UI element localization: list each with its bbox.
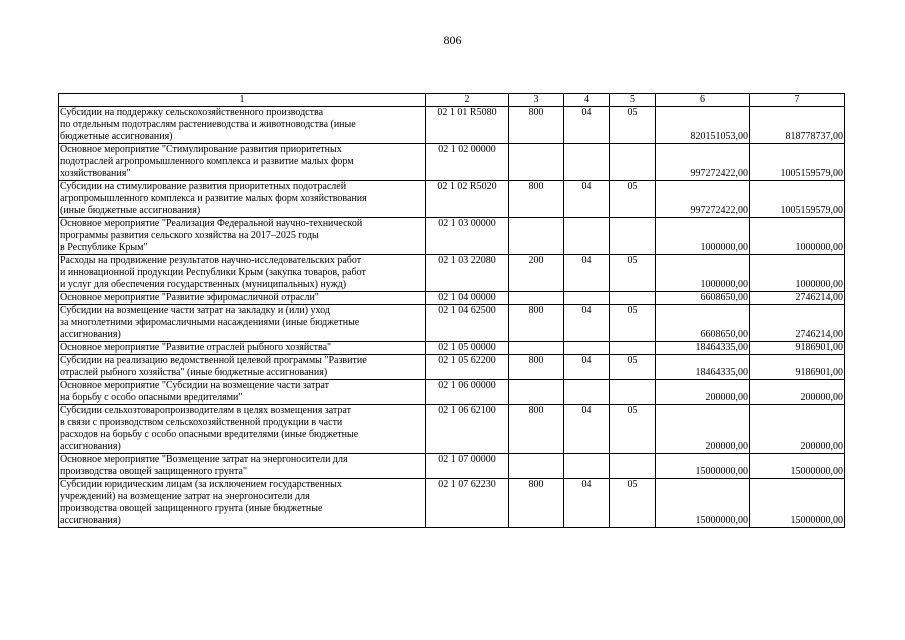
expense-name-cell: [59, 454, 426, 479]
amount-year1-cell: 6608650,00: [656, 305, 750, 342]
section-cell: 04: [564, 255, 610, 292]
subsection-cell: [610, 144, 656, 181]
expense-name-line: хозяйствования": [60, 168, 131, 179]
amount-year2-cell: 200000,00: [750, 380, 845, 405]
amount-year1-cell: 997272422,00: [656, 181, 750, 218]
amount-year2-cell: 1005159579,00: [750, 181, 845, 218]
expense-name-cell: [59, 218, 426, 255]
expense-type-cell: 200: [509, 255, 564, 292]
amount-year1-cell: 6608650,00: [656, 292, 750, 305]
expense-name-line: по отдельным подотраслям растениеводства и животноводства (иные: [60, 119, 356, 130]
table-row: [59, 255, 845, 292]
expense-name-cell: [59, 292, 426, 305]
amount-year2-cell: 9186901,00: [750, 342, 845, 355]
expense-name-line: отраслей рыбного хозяйства" (иные бюджетные ассигнования): [60, 367, 328, 378]
budget-code-cell: 02 1 04 00000: [426, 292, 509, 305]
expense-type-cell: [509, 454, 564, 479]
expense-name-line: и услуг для обеспечения государственных (муниципальных) нужд): [60, 279, 347, 290]
column-number: 7: [750, 94, 845, 107]
amount-year1-cell: 820151053,00: [656, 107, 750, 144]
expense-name-line: и инновационной продукции Республики Крым (закупка товаров, работ: [60, 267, 366, 278]
expense-type-cell: [509, 292, 564, 305]
amount-year1-cell: 200000,00: [656, 380, 750, 405]
expense-name-line: ассигнования): [60, 441, 121, 452]
subsection-cell: 05: [610, 479, 656, 528]
section-cell: 04: [564, 107, 610, 144]
expense-type-cell: [509, 342, 564, 355]
column-number: 1: [59, 94, 426, 107]
amount-year1-cell: 18464335,00: [656, 355, 750, 380]
amount-year1-cell: 15000000,00: [656, 479, 750, 528]
table-row: [59, 405, 845, 454]
amount-year2-cell: 2746214,00: [750, 305, 845, 342]
table-body: [59, 94, 845, 528]
section-cell: 04: [564, 405, 610, 454]
table-row: [59, 144, 845, 181]
expense-type-cell: [509, 144, 564, 181]
expense-name-line: в Республике Крым": [60, 242, 148, 253]
subsection-cell: [610, 292, 656, 305]
section-cell: 04: [564, 479, 610, 528]
amount-year2-cell: 15000000,00: [750, 454, 845, 479]
budget-code-cell: 02 1 05 62200: [426, 355, 509, 380]
expense-type-cell: [509, 380, 564, 405]
budget-code-cell: 02 1 05 00000: [426, 342, 509, 355]
section-cell: [564, 292, 610, 305]
expense-name-line: программы развития сельского хозяйства на 2017–2025 годы: [60, 230, 319, 241]
amount-year1-cell: 1000000,00: [656, 218, 750, 255]
expense-name-line: в связи с производством сельскохозяйственной продукции в части: [60, 417, 343, 428]
expense-name-cell: [59, 305, 426, 342]
section-cell: [564, 144, 610, 181]
expense-type-cell: [509, 218, 564, 255]
subsection-cell: 05: [610, 255, 656, 292]
expense-name-line: Субсидии на стимулирование развития приоритетных подотраслей: [60, 181, 347, 192]
expense-name-line: Основное мероприятие "Стимулирование развития приоритетных: [60, 144, 342, 155]
amount-year2-cell: 1000000,00: [750, 255, 845, 292]
amount-year1-cell: 15000000,00: [656, 454, 750, 479]
subsection-cell: [610, 380, 656, 405]
budget-code-cell: 02 1 07 62230: [426, 479, 509, 528]
expense-name-line: Основное мероприятие "Возмещение затрат на энергоносители для: [60, 454, 348, 465]
budget-code-cell: 02 1 06 00000: [426, 380, 509, 405]
table-row: [59, 479, 845, 528]
section-cell: [564, 380, 610, 405]
table-row: [59, 218, 845, 255]
expense-name-line: Основное мероприятие "Субсидии на возмещение части затрат: [60, 380, 330, 391]
expense-name-cell: [59, 380, 426, 405]
expense-name-line: Основное мероприятие "Реализация Федеральной научно-технической: [60, 218, 363, 229]
section-cell: 04: [564, 355, 610, 380]
expense-name-line: Основное мероприятие "Развитие отраслей рыбного хозяйства": [60, 342, 332, 353]
subsection-cell: 05: [610, 107, 656, 144]
subsection-cell: [610, 218, 656, 255]
amount-year2-cell: 9186901,00: [750, 355, 845, 380]
budget-table: [58, 93, 845, 528]
expense-name-line: Субсидии на возмещение части затрат на закладку и (или) уход: [60, 305, 330, 316]
section-cell: [564, 218, 610, 255]
expense-name-cell: [59, 255, 426, 292]
expense-name-line: ассигнования): [60, 515, 121, 526]
budget-code-cell: 02 1 02 00000: [426, 144, 509, 181]
amount-year1-cell: 997272422,00: [656, 144, 750, 181]
expense-type-cell: 800: [509, 479, 564, 528]
expense-name-line: Расходы на продвижение результатов научно-исследовательских работ: [60, 255, 362, 266]
column-number-row: [59, 94, 845, 107]
amount-year2-cell: 818778737,00: [750, 107, 845, 144]
expense-name-line: бюджетные ассигнования): [60, 131, 173, 142]
expense-name-line: ассигнования): [60, 329, 121, 340]
table-row: [59, 305, 845, 342]
column-number: 2: [426, 94, 509, 107]
subsection-cell: 05: [610, 405, 656, 454]
amount-year1-cell: 1000000,00: [656, 255, 750, 292]
expense-name-line: производства овощей защищенного грунта (иные бюджетные: [60, 503, 323, 514]
expense-name-line: подотраслей агропромышленного комплекса и развитие малых форм: [60, 156, 354, 167]
expense-name-line: (иные бюджетные ассигнования): [60, 205, 201, 216]
subsection-cell: [610, 342, 656, 355]
expense-name-line: Субсидии на реализацию ведомственной целевой программы "Развитие: [60, 355, 367, 366]
expense-type-cell: 800: [509, 405, 564, 454]
budget-code-cell: 02 1 04 62500: [426, 305, 509, 342]
expense-name-line: учреждений) на возмещение затрат на энергоносители для: [60, 491, 310, 502]
expense-type-cell: 800: [509, 305, 564, 342]
section-cell: 04: [564, 181, 610, 218]
expense-name-line: за многолетними эфиромасличными насаждениями (иные бюджетные: [60, 317, 360, 328]
expense-type-cell: 800: [509, 107, 564, 144]
budget-code-cell: 02 1 03 22080: [426, 255, 509, 292]
amount-year1-cell: 200000,00: [656, 405, 750, 454]
section-cell: [564, 342, 610, 355]
expense-name-cell: [59, 181, 426, 218]
expense-name-line: Субсидии юридическим лицам (за исключением государственных: [60, 479, 342, 490]
expense-name-cell: [59, 479, 426, 528]
table-row: [59, 107, 845, 144]
expense-name-line: Субсидии на поддержку сельскохозяйственного производства: [60, 107, 324, 118]
page-number: 806: [443, 33, 462, 47]
table-row: [59, 380, 845, 405]
column-number: 3: [509, 94, 564, 107]
budget-code-cell: 02 1 07 00000: [426, 454, 509, 479]
subsection-cell: 05: [610, 181, 656, 218]
subsection-cell: 05: [610, 355, 656, 380]
expense-name-cell: [59, 144, 426, 181]
column-number: 6: [656, 94, 750, 107]
amount-year2-cell: 200000,00: [750, 405, 845, 454]
amount-year2-cell: 1000000,00: [750, 218, 845, 255]
expense-type-cell: 800: [509, 355, 564, 380]
expense-type-cell: 800: [509, 181, 564, 218]
budget-code-cell: 02 1 02 R5020: [426, 181, 509, 218]
expense-name-line: Основное мероприятие "Развитие эфиромасличной отрасли": [60, 292, 319, 303]
expense-name-cell: [59, 405, 426, 454]
amount-year2-cell: 2746214,00: [750, 292, 845, 305]
section-cell: 04: [564, 305, 610, 342]
expense-name-line: на борьбу с особо опасными вредителями": [60, 392, 243, 403]
column-number: 5: [610, 94, 656, 107]
subsection-cell: 05: [610, 305, 656, 342]
budget-code-cell: 02 1 01 R5080: [426, 107, 509, 144]
expense-name-cell: [59, 107, 426, 144]
amount-year1-cell: 18464335,00: [656, 342, 750, 355]
table-row: [59, 292, 845, 305]
table-row: [59, 454, 845, 479]
table-row: [59, 181, 845, 218]
table-row: [59, 355, 845, 380]
expense-name-cell: [59, 342, 426, 355]
column-number: 4: [564, 94, 610, 107]
section-cell: [564, 454, 610, 479]
expense-name-line: Субсидии сельхозтоваропроизводителям в целях возмещения затрат: [60, 405, 351, 416]
subsection-cell: [610, 454, 656, 479]
amount-year2-cell: 15000000,00: [750, 479, 845, 528]
expense-name-cell: [59, 355, 426, 380]
budget-code-cell: 02 1 06 62100: [426, 405, 509, 454]
expense-name-line: расходов на борьбу с особо опасными вредителями (иные бюджетные: [60, 429, 359, 440]
budget-code-cell: 02 1 03 00000: [426, 218, 509, 255]
expense-name-line: агропромышленного комплекса и развитие малых форм хозяйствования: [60, 193, 367, 204]
amount-year2-cell: 1005159579,00: [750, 144, 845, 181]
table-row: [59, 342, 845, 355]
expense-name-line: производства овощей защищенного грунта": [60, 466, 248, 477]
